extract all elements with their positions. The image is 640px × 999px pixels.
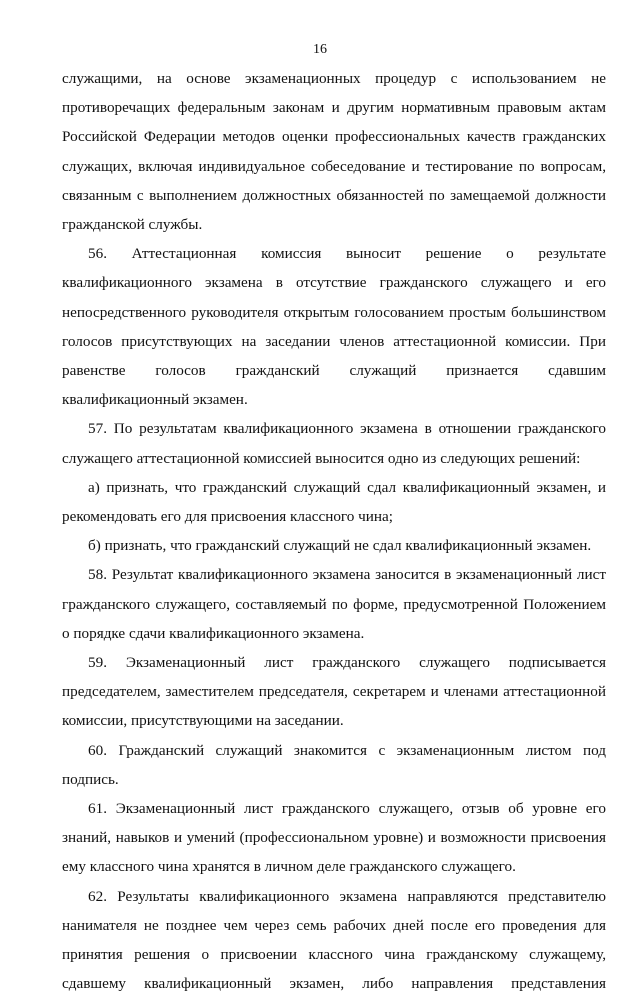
- paragraph-58: 58. Результат квалификационного экзамена заносится в экзаменационный лист гражданского служащего, составляемый по форме, предусмотренной Положением о порядке сдачи квалификационного экзамена.: [62, 566, 606, 642]
- document-body: [62, 64, 606, 999]
- paragraph-62: 62. Результаты квалификационного экзамена направляются представителю нанимателя не позднее чем через семь рабочих дней после его проведения для принятия решения о присвоении классного чина гражданскому служащему, сдавшему квалификационный экзамен, либо направления представления: [62, 887, 606, 993]
- paragraph-57-a: а) признать, что гражданский служащий сдал квалификационный экзамен, и рекомендовать его для присвоения классного чина;: [62, 478, 606, 526]
- paragraph-60: 60. Гражданский служащий знакомится с экзаменационным листом под подпись.: [62, 741, 606, 788]
- paragraph-57-b: б) признать, что гражданский служащий не сдал квалификационный экзамен.: [88, 537, 592, 555]
- paragraph-59: 59. Экзаменационный лист гражданского служащего подписывается председателем, заместителем председателя, секретарем и членами аттестационной комиссии, присутствующими на заседании.: [62, 654, 606, 730]
- paragraph-continuation: служащими, на основе экзаменационных процедур с использованием не противоречащих федеральным законам и другим нормативным правовым актам Российской Федерации методов оценки профессиональных качеств гражданских служащих, включая индивидуальное собеседование и тестирование по вопросам, связанным с выполнением должностных обязанностей по замещаемой должности гражданской службы.: [62, 70, 606, 234]
- paragraph-61: 61. Экзаменационный лист гражданского служащего, отзыв об уровне его знаний, навыков и умений (профессиональном уровне) и возможности присвоения ему классного чина хранятся в личном деле гражданского служащего.: [62, 800, 606, 876]
- paragraph-56: 56. Аттестационная комиссия выносит решение о результате квалификационного экзамена в отсутствие гражданского служащего и его непосредственного руководителя открытым голосованием простым большинством голосов присутствующих на заседании членов аттестационной комиссии. При равенстве голосов гражданский служащий признается сдавшим квалификационный экзамен.: [62, 245, 606, 409]
- paragraph-57: 57. По результатам квалификационного экзамена в отношении гражданского служащего аттестационной комиссией выносится одно из следующих решений:: [62, 420, 606, 467]
- page-number: 16: [313, 42, 327, 57]
